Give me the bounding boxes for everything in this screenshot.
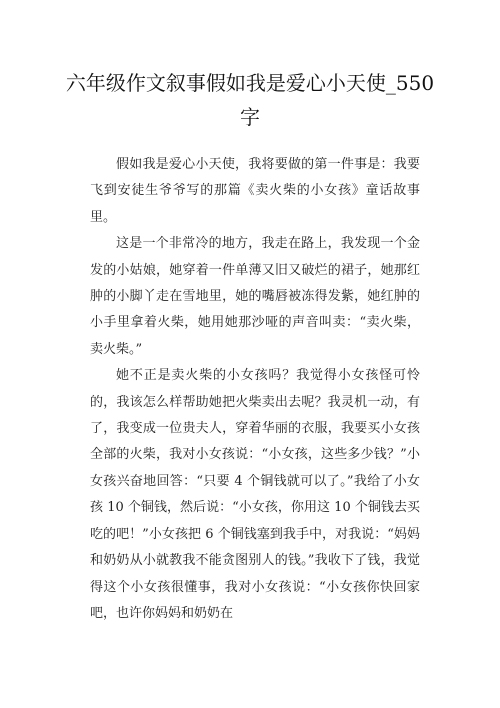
- document-body: [90, 152, 420, 627]
- paragraph-3: 她不正是卖火柴的小女孩吗？我觉得小女孩怪可怜的，我该怎么样帮助她把火柴卖出去呢？我灵机一动，有了，我变成一位贵夫人，穿着华丽的衣服，我要买小女孩全部的火柴，我对小女孩说：“小女孩，这些多少钱？”小女孩兴奋地回答：“只要 4 个铜钱就可以了。”我给了小女孩 10 个铜钱，然后说：“小女孩，你用这 10 个铜钱去买吃的吧！”小女孩把 6 个铜钱塞到我手中，对我说：“妈妈和奶奶从小就教我不能贪图别人的钱。”我收下了钱，我觉得这个小女孩很懂事，我对小女孩说：“小女孩你快回家吧，也许你妈妈和奶奶在: [90, 368, 420, 621]
- paragraph-1: 假如我是爱心小天使，我将要做的第一件事是：我要飞到安徒生爷爷写的那篇《卖火柴的小女孩》童话故事里。: [90, 157, 420, 225]
- paragraph-2: 这是一个非常冷的地方，我走在路上，我发现一个金发的小姑娘，她穿着一件单薄又旧又破烂的裙子，她那红肿的小脚丫走在雪地里，她的嘴唇被冻得发紫，她红肿的小手里拿着火柴，她用她那沙哑的声音叫卖：“卖火柴，卖火柴。”: [90, 236, 420, 357]
- document-title: 六年级作文叙事假如我是爱心小天使_550字: [65, 71, 435, 129]
